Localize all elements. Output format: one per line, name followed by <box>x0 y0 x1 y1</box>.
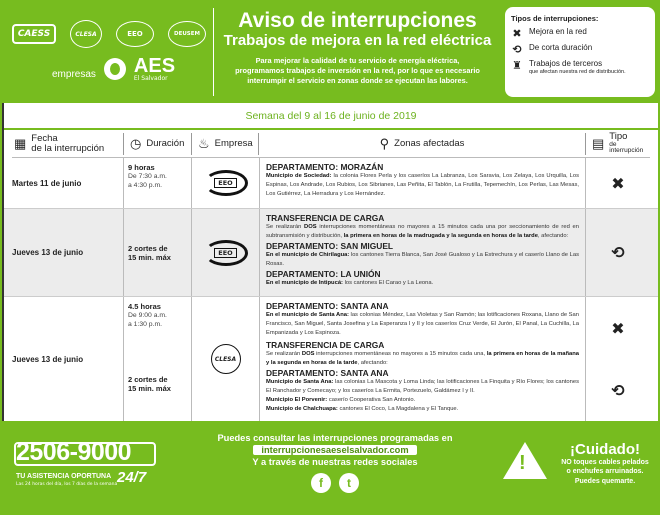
company-name: EEO <box>214 178 236 188</box>
legend-title: Tipos de interrupciones: <box>511 14 599 23</box>
description-line: interrumpir el servicio en zonas donde se ejecutan las labores. <box>247 76 468 86</box>
transfer-heading: TRANSFERENCIA DE CARGA <box>266 213 385 223</box>
text-fragment: interrupciones momentáneas no mayores a 15 minutos cada una, <box>314 351 487 358</box>
tools-icon: ✖ <box>512 27 522 40</box>
row-duration <box>124 209 192 296</box>
row-company <box>192 297 260 421</box>
schedule-panel <box>2 103 658 421</box>
column-date <box>12 133 124 155</box>
column-label: Empresa <box>214 138 253 149</box>
municipality-label: En el municipio de Chirilagua: <box>266 252 350 259</box>
deusem-logo: DEUSEM <box>168 21 206 47</box>
legend-label: Mejora en la red <box>529 27 587 36</box>
empresas-label: empresas <box>52 68 96 80</box>
table-row <box>4 297 658 421</box>
duration-to: a 1:30 p.m. <box>128 321 163 329</box>
short-duration-icon: ⟲ <box>512 43 522 56</box>
column-label: Duración <box>146 138 185 149</box>
eeo-logo: EEO <box>116 21 154 47</box>
table-row <box>4 209 658 297</box>
zone-detail <box>266 251 579 269</box>
column-label: Fecha <box>31 133 58 144</box>
interruption-types-legend <box>505 7 655 97</box>
document-clock-icon: ▤ <box>592 135 605 151</box>
transfer-detail <box>266 350 579 368</box>
department-heading: DEPARTAMENTO: SANTA ANA <box>266 368 389 379</box>
warning-text: NO toques cables pelados <box>561 459 649 466</box>
zone-detail <box>266 279 579 288</box>
municipality-label: En el municipio de Intipucá: <box>266 280 343 287</box>
municipality-label: Municipio de Santa Ana: <box>266 379 334 386</box>
location-pin-icon: ⚲ <box>379 135 390 151</box>
duration-sub: 15 min. máx <box>128 384 171 393</box>
column-label: Zonas afectadas <box>394 138 465 149</box>
text-fragment: interrupciones momentáneas no mayores a 15 minutos cada una por seccionamiento de red en subtransmisión y distribución, <box>266 224 579 240</box>
zone-detail <box>266 396 579 405</box>
text-fragment: , afectando: <box>537 233 569 240</box>
zone-text: caserío Cooperativa San Antonio. <box>327 397 416 404</box>
department-heading: DEPARTAMENTO: MORAZÁN <box>266 162 384 172</box>
title-block <box>220 10 495 87</box>
header <box>0 0 660 103</box>
description-line: Para mejorar la calidad de tu servicio de energía eléctrica, <box>255 56 460 66</box>
page-description <box>220 56 495 87</box>
aes-brand <box>52 56 175 82</box>
short-duration-icon: ⟲ <box>611 243 625 262</box>
legend-sublabel: que afectan nuestra red de distribución. <box>529 68 626 75</box>
eeo-company-logo <box>204 240 248 266</box>
department-heading: DEPARTAMENTO: LA UNIÓN <box>266 269 381 280</box>
facebook-icon[interactable]: f <box>311 473 331 493</box>
website-link[interactable]: interrupcionesaeselsalvador.com <box>253 445 416 455</box>
municipality-label: En el municipio de Santa Ana: <box>266 312 349 319</box>
row-company <box>192 158 260 208</box>
zone-detail <box>266 405 579 414</box>
column-sublabel: de la interrupción <box>31 142 105 154</box>
text-fragment: , afectando: <box>357 360 388 367</box>
row-date: Jueves 13 de junio <box>4 297 124 421</box>
phone-tagline: TU ASISTENCIA OPORTUNA <box>16 473 112 480</box>
legend-label <box>529 60 626 75</box>
duration-main: 2 cortes de <box>128 375 168 384</box>
text-fragment: Se realizarán <box>266 351 302 358</box>
legend-item-third-party <box>511 60 649 75</box>
municipality-label: Municipio de Sociedad: <box>266 173 332 180</box>
tools-icon: ✖ <box>611 318 625 338</box>
table-header <box>12 130 650 158</box>
row-type <box>586 297 650 421</box>
row-date: Martes 11 de junio <box>4 158 124 208</box>
row-date: Jueves 13 de junio <box>4 209 124 296</box>
twitter-icon[interactable]: t <box>339 473 359 493</box>
tools-icon: ✖ <box>611 173 625 193</box>
aes-name: AES <box>133 55 176 77</box>
aes-sub: El Salvador <box>133 75 168 82</box>
zone-text: cantones El Coco, La Magdalena y El Tanque. <box>337 406 459 413</box>
row-zones <box>260 209 586 296</box>
duration-from: De 7:30 a.m. <box>128 173 167 180</box>
phone-hours: Las 24 horas del día, los 7 días de la semana <box>16 482 118 487</box>
short-duration-icon: ⟲ <box>611 380 625 400</box>
row-duration <box>124 158 192 208</box>
warning-title: ¡Cuidado! <box>570 441 640 458</box>
clesa-logo: CLESA <box>70 20 102 48</box>
duration-main: 9 horas <box>128 163 155 172</box>
page-subtitle: Trabajos de mejora en la red eléctrica <box>223 32 492 50</box>
legend-item-short <box>511 44 649 56</box>
caess-logo: CAESS <box>12 24 56 44</box>
table-row <box>4 158 658 209</box>
zone-detail <box>266 311 579 338</box>
duration-main: 4.5 horas <box>128 302 161 311</box>
social-text: Y a través de nuestras redes sociales <box>252 457 418 467</box>
text-fragment: la primera en horas de la madrugada y la segunda en horas de la tarde <box>343 233 538 240</box>
column-zones <box>259 133 586 155</box>
zone-text: las colonias La Mascota y Loma Linda; las lotificaciones La Finquita y Río Flores; los cantones El Ranchador y Comecayo; y los caseríos La Ermita, Portezuelo, Galdámez I y II. <box>266 379 579 395</box>
transfer-heading: TRANSFERENCIA DE CARGA <box>266 340 385 351</box>
consult-block <box>195 433 475 493</box>
municipality-label: Municipio El Porvenir: <box>266 397 328 404</box>
eeo-company-logo <box>204 170 248 196</box>
phone-number[interactable]: 2506-9000 <box>16 438 132 466</box>
text-fragment: DOS <box>301 351 315 358</box>
duration-main: 2 cortes de <box>128 243 168 253</box>
safety-warning <box>550 441 660 486</box>
consult-text: Puedes consultar las interrupciones programadas en <box>217 433 453 443</box>
week-range: Semana del 9 al 16 de junio de 2019 <box>4 103 658 130</box>
social-links <box>195 473 475 493</box>
zone-text: los cantones Tierra Blanca, San José Gualoso y La Estrechura y el caserío Llano de Las Rosas. <box>266 252 579 268</box>
row-zones <box>260 158 586 208</box>
zone-text: la colonia Flores Perla y los caseríos La Labranza, Los Saravia, Los Zelaya, Los Urquilla, Los Espinas, Los Andrade, Los Rubios, Los Sibrianes, Las Peñita, El Tablón, La Frutilla, Tepemechín, Los Perlas, Las Mesas, Los Gutiérrez, La Herradura y Los Hernández. <box>266 173 579 198</box>
row-company <box>192 209 260 296</box>
row-duration <box>124 297 192 421</box>
municipality-label: Municipio de Chalchuapa: <box>266 406 338 413</box>
aes-logo-icon <box>104 58 126 80</box>
clock-icon: ◷ <box>130 135 142 151</box>
text-fragment: DOS <box>304 224 317 231</box>
department-heading: DEPARTAMENTO: SANTA ANA <box>266 301 389 311</box>
column-company <box>192 133 259 155</box>
warning-text: Puedes quemarte. <box>574 477 636 485</box>
duration-from: De 9:00 a.m. <box>128 312 167 319</box>
column-duration <box>124 133 192 155</box>
tower-icon: ♜ <box>512 59 522 72</box>
page-title: Aviso de interrupciones <box>238 9 477 32</box>
warning-text: o enchufes arruinados. <box>566 468 644 476</box>
zone-text: las colonias Méndez, Las Violetas y San Ramón; las lotificaciones Roxana, Llano de San Francisco, San Miguel, Santa Josefina y La Esperanza I y II y los caseríos Cruz Verde, El Jurón, El Panal, La Cuchilla, La Empanizada y Los Espinoza. <box>266 312 579 337</box>
text-fragment: Se realizarán <box>266 224 305 231</box>
zone-text: los cantones El Carao y La Leona. <box>342 280 434 287</box>
zone-detail <box>266 378 579 396</box>
department-heading: DEPARTAMENTO: SAN MIGUEL <box>266 241 394 252</box>
column-label: Tipo <box>609 131 628 143</box>
footer <box>0 421 660 515</box>
column-sublabel: de interrupción <box>609 140 644 155</box>
row-zones <box>260 297 586 421</box>
duration-to: a 4:30 p.m. <box>128 182 163 190</box>
transfer-detail <box>266 223 579 241</box>
legend-label: De corta duración <box>529 43 593 52</box>
company-name: EEO <box>214 248 236 258</box>
legend-item-improvement <box>511 28 649 40</box>
header-divider <box>213 8 214 96</box>
description-line: programamos trabajos de inversión en la red, por lo que es necesario <box>235 66 480 76</box>
calendar-icon: ▦ <box>14 135 27 151</box>
text-fragment: la primera en horas de la mañana y la segunda en horas de la tarde <box>266 351 579 367</box>
row-type <box>586 209 650 296</box>
exclamation-icon: ! <box>519 452 526 474</box>
row-type <box>586 158 650 208</box>
badge-24-7: 24/7 <box>117 469 147 486</box>
duration-sub: 15 min. máx <box>128 252 171 262</box>
zone-detail <box>266 172 579 199</box>
column-type <box>586 133 650 155</box>
legend-label-main: Trabajos de terceros <box>529 59 603 68</box>
lightbulb-icon: ♨ <box>198 135 210 151</box>
company-logos <box>12 20 206 48</box>
clesa-company-logo: CLESA <box>211 344 241 374</box>
